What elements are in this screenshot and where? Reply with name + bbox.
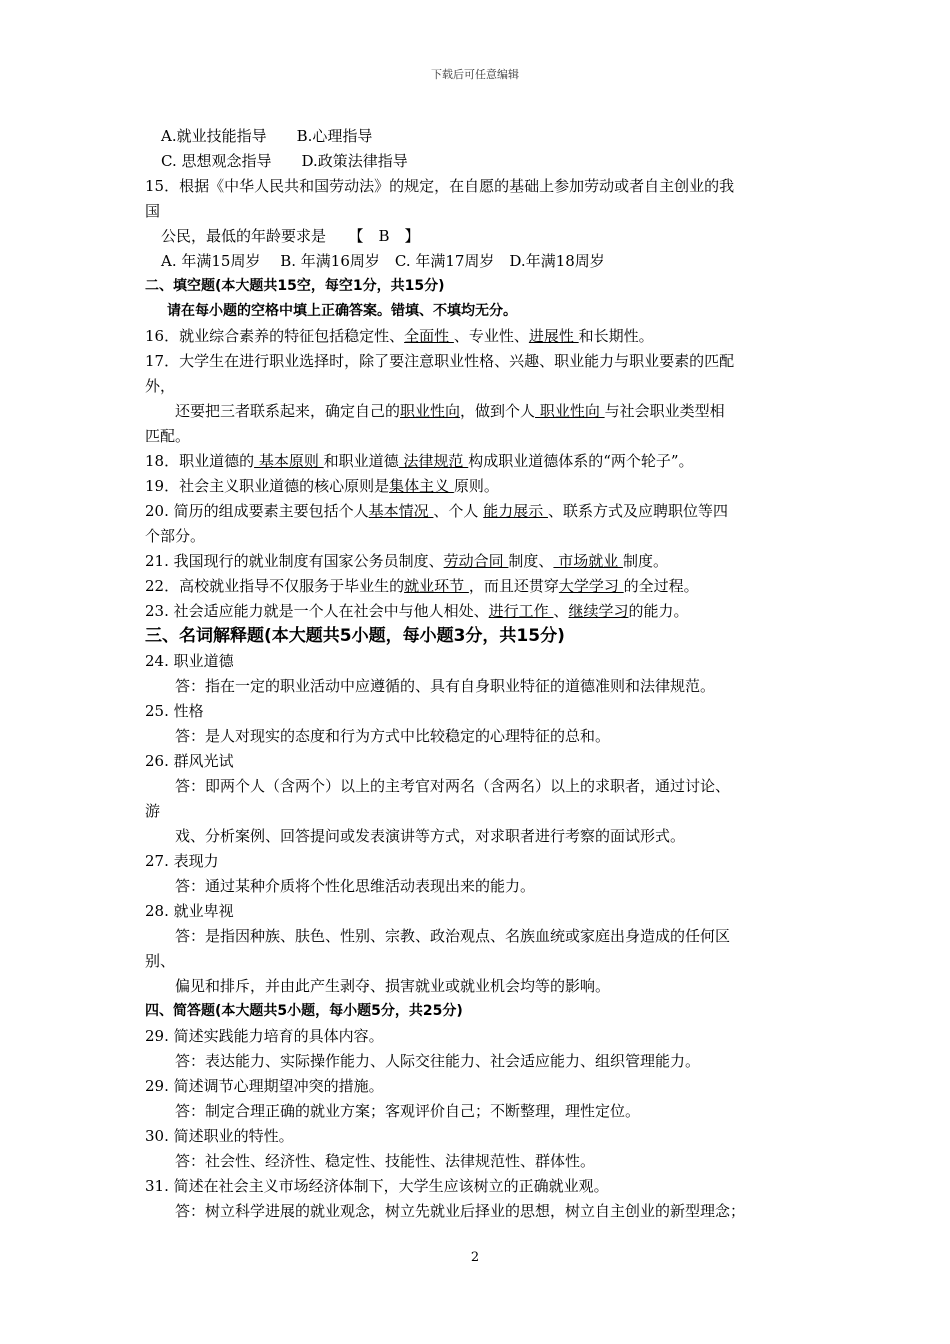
q14-options-cd: C. 思想观念指导 D.政策法律指导 [161,152,408,170]
q23: 23. 社会适应能力就是一个人在社会中与他人相处、进行工作 、继续学习的能力。 [145,602,689,620]
q21: 21. 我国现行的就业制度有国家公务员制度、劳动合同 制度、 市场就业 制度。 [145,552,668,570]
q27-answer: 答：通过某种介质将个性化思维活动表现出来的能力。 [175,877,536,895]
q20: 20. 简历的组成要素主要包括个人基本情况 、个人 能力展示 、联系方式及应聘职位等四 [145,502,728,520]
q26-question: 26. 群风光试 [145,752,234,770]
q28-answer-3: 偏见和排斥，并由此产生剥夺、损害就业或就业机会均等的影响。 [175,977,611,995]
q30-question: 30. 简述职业的特性。 [145,1127,294,1145]
q22: 22．高校就业指导不仅服务于毕业生的就业环节 ，而且还贯穿大学学习 的全过程。 [145,577,699,595]
q27-question: 27. 表现力 [145,852,219,870]
q29b-question: 29. 简述调节心理期望冲突的措施。 [145,1077,384,1095]
q17-line-2: 外， [145,377,176,395]
q28-answer-1: 答：是指因种族、肤色、性别、宗教、政治观点、名族血统或家庭出身造成的任何区 [175,927,731,945]
q19: 19．社会主义职业道德的核心原则是集体主义 原则。 [145,477,499,495]
q24-question: 24. 职业道德 [145,652,234,670]
q29a-question: 29. 简述实践能力培育的具体内容。 [145,1027,384,1045]
q28-question: 28. 就业卑视 [145,902,234,920]
section3-title: 三、名词解释题(本大题共5小题，每小题3分，共15分) [145,626,565,646]
q15-options: A. 年满15周岁 B. 年满16周岁 C. 年满17周岁 D.年满18周岁 [161,252,605,270]
q15-text-2: 国 [145,202,161,220]
section4-title: 四、简答题(本大题共5小题，每小题5分，共25分) [145,1003,463,1019]
q17-line-4: 匹配。 [145,427,191,445]
q18: 18．职业道德的 基本原则 和职业道德 法律规范 构成职业道德体系的“两个轮子”。 [145,452,694,470]
q17-line-1: 17．大学生在进行职业选择时，除了要注意职业性格、兴趣、职业能力与职业要素的匹配 [145,352,735,370]
q29b-answer: 答：制定合理正确的就业方案；客观评价自己；不断整理，理性定位。 [175,1102,641,1120]
q29a-answer: 答：表达能力、实际操作能力、人际交往能力、社会适应能力、组织管理能力。 [175,1052,701,1070]
q26-answer-1: 答：即两个人（含两个）以上的主考官对两名（含两名）以上的求职者，通过讨论、 [175,777,731,795]
q15-text-3: 公民，最低的年龄要求是 【 B 】 [161,227,420,245]
section2-instruction: 请在每小题的空格中填上正确答案。错填、不填均无分。 [167,303,517,319]
section2-title: 二、填空题(本大题共15空，每空1分，共15分) [145,278,445,294]
page-number: 2 [470,1250,480,1265]
q31-answer: 答：树立科学进展的就业观念，树立先就业后择业的思想，树立自主创业的新型理念； [175,1202,746,1220]
q26-answer-2: 游 [145,802,161,820]
q14-options-ab: A.就业技能指导 B.心理指导 [161,127,373,145]
q26-answer-3: 戏、分析案例、回答提问或发表演讲等方式，对求职者进行考察的面试形式。 [175,827,686,845]
document-body [145,124,815,1224]
q31-question: 31. 简述在社会主义市场经济体制下，大学生应该树立的正确就业观。 [145,1177,609,1195]
q24-answer: 答：指在一定的职业活动中应遵循的、具有自身职业特征的道德准则和法律规范。 [175,677,716,695]
q17-line-3: 还要把三者联系起来，确定自己的职业性向，做到个人 职业性向 与社会职业类型相 [175,402,725,420]
q25-answer: 答：是人对现实的态度和行为方式中比较稳定的心理特征的总和。 [175,727,611,745]
q20-line-2: 个部分。 [145,527,206,545]
q25-question: 25. 性格 [145,702,204,720]
q15-text-1: 15．根据《中华人民共和国劳动法》的规定，在自愿的基础上参加劳动或者自主创业的我 [145,177,735,195]
q16: 16．就业综合素养的特征包括稳定性、全面性 、专业性、进展性 和长期性。 [145,327,654,345]
q30-answer: 答：社会性、经济性、稳定性、技能性、法律规范性、群体性。 [175,1152,596,1170]
page-header: 下载后可任意编辑 [431,68,519,81]
q28-answer-2: 别、 [145,952,176,970]
